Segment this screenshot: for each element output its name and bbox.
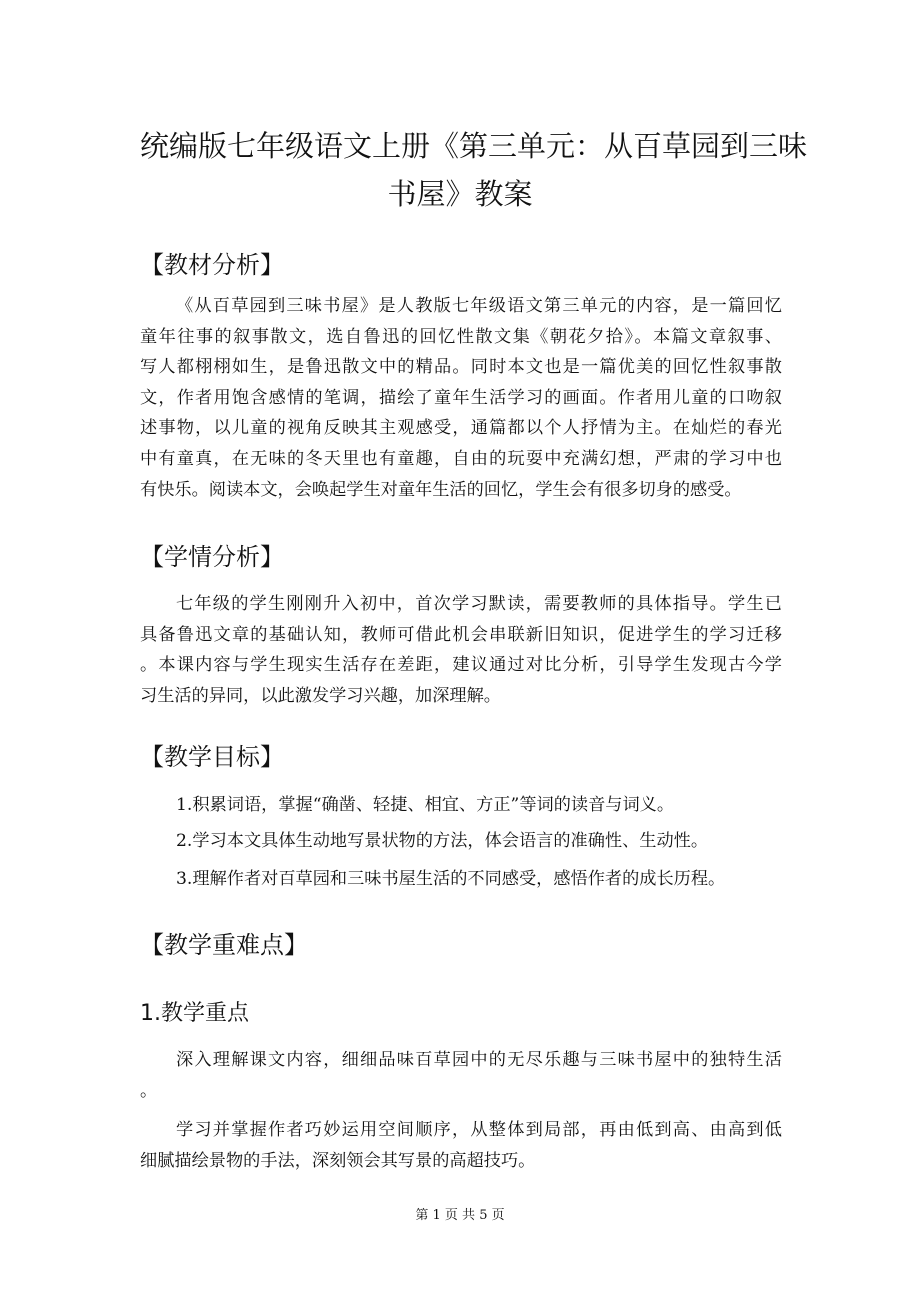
- student-analysis-paragraph: [140, 589, 782, 711]
- paragraph-line: 有快乐。阅读本文，会唤起学生对童年生活的回忆，学生会有很多切身的感受。: [140, 479, 742, 500]
- goal-item-2: 2.学习本文具体生动地写景状物的方法，体会语言的准确性、生动性。: [176, 831, 709, 851]
- focus-paragraph-1: [140, 1045, 782, 1106]
- paragraph-line: 细腻描绘景物的手法，深刻领会其写景的高超技巧。: [140, 1150, 536, 1171]
- paragraph-line: 童年往事的叙事散文，选自鲁迅的回忆性散文集《朝花夕拾》。本篇文章叙事、: [140, 326, 782, 347]
- focus-paragraph-2: [140, 1115, 782, 1176]
- textbook-analysis-paragraph: [140, 291, 782, 505]
- paragraph-line: 。本课内容与学生现实生活存在差距，建议通过对比分析，引导学生发现古今学: [140, 655, 782, 676]
- section-heading-key-difficulties: 【教学重难点】: [140, 931, 308, 959]
- paragraph-line: 文，作者用饱含感情的笔调，描绘了童年生活学习的画面。作者用儿童的口吻叙: [140, 387, 782, 408]
- paragraph-line: 。: [140, 1080, 158, 1101]
- paragraph-line: 中有童真，在无味的冬天里也有童趣，自由的玩耍中充满幻想，严肃的学习中也: [140, 448, 782, 469]
- page-footer: 第 1 页 共 5 页: [415, 1208, 505, 1223]
- subheading-teaching-focus: 1.教学重点: [140, 1001, 249, 1026]
- title-line-2: 书屋》教案: [387, 177, 533, 211]
- paragraph-line: 写人都栩栩如生，是鲁迅散文中的精品。同时本文也是一篇优美的回忆性叙事散: [140, 357, 782, 378]
- paragraph-line: 《从百草园到三味书屋》是人教版七年级语文第三单元的内容，是一篇回忆: [176, 296, 782, 316]
- paragraph-line: 学习并掌握作者巧妙运用空间顺序，从整体到局部，再由低到高、由高到低: [176, 1120, 782, 1140]
- section-heading-student-analysis: 【学情分析】: [140, 543, 284, 571]
- section-heading-textbook-analysis: 【教材分析】: [140, 251, 284, 279]
- goal-item-1: 1.积累词语，掌握“确凿、轻捷、相宜、方正”等词的读音与词义。: [176, 795, 675, 815]
- paragraph-line: 述事物，以儿童的视角反映其主观感受，通篇都以个人抒情为主。在灿烂的春光: [140, 418, 782, 439]
- paragraph-line: 习生活的异同，以此激发学习兴趣，加深理解。: [140, 685, 501, 706]
- paragraph-line: 深入理解课文内容，细细品味百草园中的无尽乐趣与三味书屋中的独特生活: [176, 1050, 782, 1070]
- paragraph-line: 具备鲁迅文章的基础认知，教师可借此机会串联新旧知识，促进学生的学习迁移: [140, 624, 782, 645]
- goal-item-3: 3.理解作者对百草园和三味书屋生活的不同感受，感悟作者的成长历程。: [176, 869, 726, 889]
- paragraph-line: 七年级的学生刚刚升入初中，首次学习默读，需要教师的具体指导。学生已: [176, 594, 782, 614]
- title-line-1: 统编版七年级语文上册《第三单元：从百草园到三味: [140, 129, 808, 163]
- document-title: [140, 122, 808, 218]
- section-heading-teaching-goals: 【教学目标】: [140, 743, 284, 771]
